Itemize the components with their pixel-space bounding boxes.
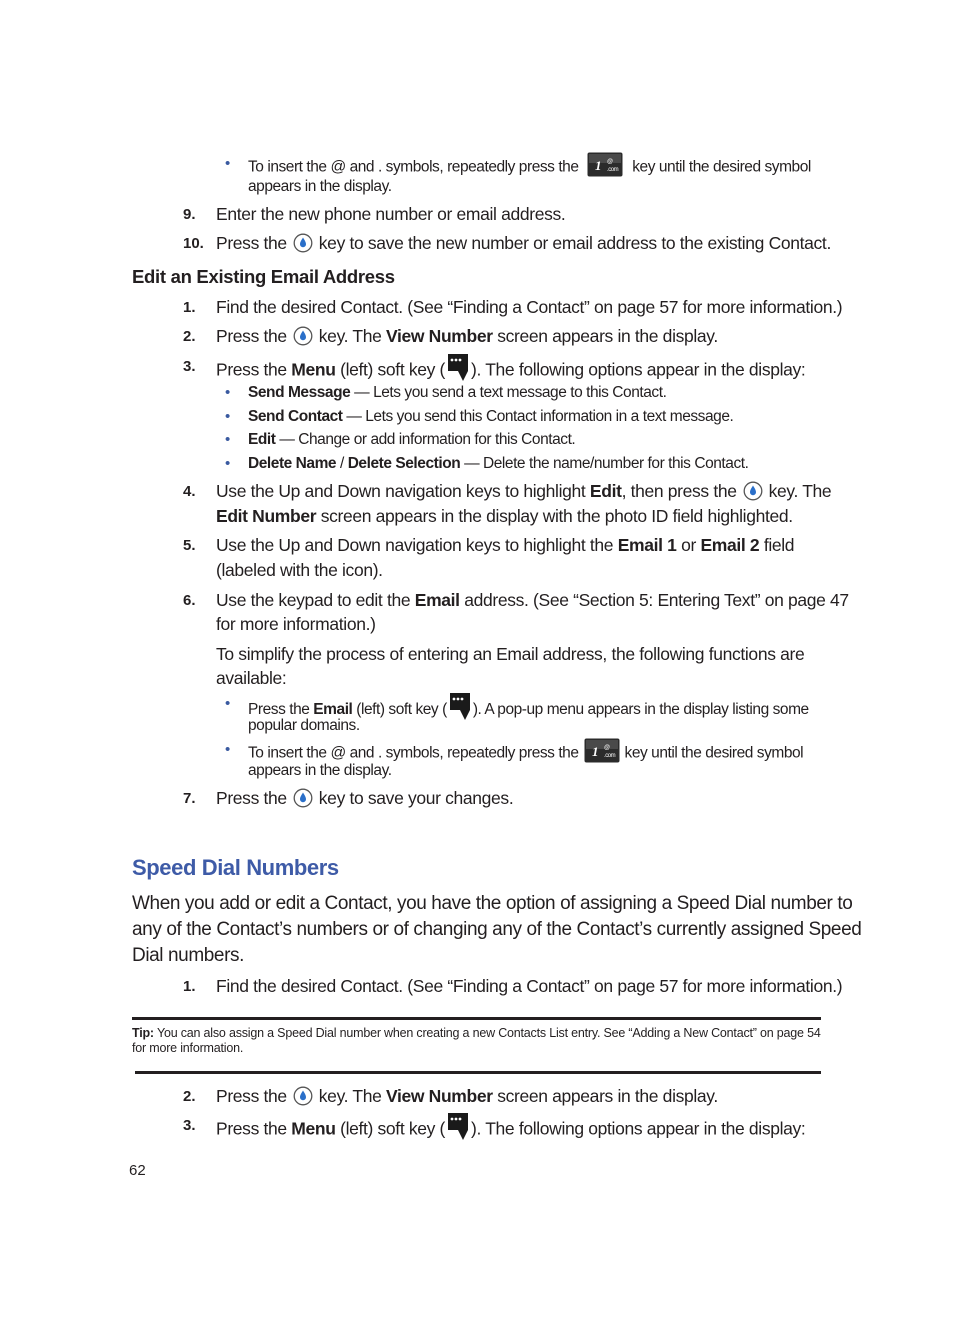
page-number: 62 [129,1162,146,1179]
nav-key-icon [743,481,763,501]
section-heading: Edit an Existing Email Address [132,266,395,287]
manual-page: • To insert the @ and . symbols, repeatedly press the key until the desired symbol appears in the display. 9. Enter the new phone number or email address. 10. Press the key to save the new number or email address to the existing Contact. Edit an Existing Email Address 1. Find the desired Contact. (See “Finding a Contact” on page 57 for more information.) 2. Press the key. The View Number screen appears in the display. 3. Press the Menu (left) soft key ( ). The following options appear in the display: • Send Message — Lets you send a text message to this Contact. • Send Contact — Lets you send this Contact information in a text message. • Edit — Change or add information for this Contact. • Delete Name / Delete Selection — Delete the name/number for this Contact. 4. Use the Up and Down navigation keys to highlight Edit, then press the key. The Edit Number screen appears in the display with the photo ID field highlighted. 5. Use the Up and Down navigation keys to highlight the Email 1 or Email 2 field (labeled with the icon). 6. Use the keypad to edit the Email address. (See “Section 5: Entering Text” on page 47 for more information.) To simplify the process of entering an Email address, the following functions are available: • Press the Email (left) soft key ( ). A pop-up menu appears in the display listing some popular domains. • To insert the @ and . symbols, repeatedly press the key until the desired symbol appears in the display. 7. Press the key to save your changes. Speed Dial Numbers When you add or edit a Contact, you have the option of assigning a Speed Dial number to any of the Contact’s numbers or of changing any of the Contact’s currently assigned Speed Dial numbers. 1. Find the desired Contact. (See “Finding a Contact” on page 57 for more information.) Tip: You can also assign a Speed Dial number when creating a new Contacts List entry. See “Adding a New Contact” on page 54 for more information. 2. Press the key. The View Number screen appears in the display. 3. Press the Menu (left) soft key ( ). The following options appear in the display: 62 [0,0,954,1319]
nav-key-icon [293,326,313,346]
nav-key-icon [293,788,313,808]
tip-label: Tip: [132,1026,154,1040]
left-soft-key-icon [447,1112,469,1142]
tip-rule-bottom [135,1071,821,1074]
key-1-icon [584,738,620,763]
left-soft-key-icon [447,353,469,383]
top-bullet-text-end: key until the desired symbol [632,158,811,176]
nav-key-icon [293,233,313,253]
left-soft-key-icon [449,692,471,722]
step-number: 9. [183,206,196,223]
tip-box [132,1026,822,1056]
bullet-marker: • [225,155,231,172]
tip-rule-top [132,1017,821,1020]
step-number: 10. [183,235,204,252]
tip-text: You can also assign a Speed Dial number when creating a new Contacts List entry. See “Adding a New Contact” on page 54 for more information. [132,1026,821,1055]
top-bullet-text: To insert the @ and . symbols, repeatedly press the [248,158,579,176]
nav-key-icon [293,1086,313,1106]
step-text: Enter the new phone number or email address. [216,204,566,224]
section-title: Speed Dial Numbers [132,855,339,880]
key-1-icon [587,152,623,177]
